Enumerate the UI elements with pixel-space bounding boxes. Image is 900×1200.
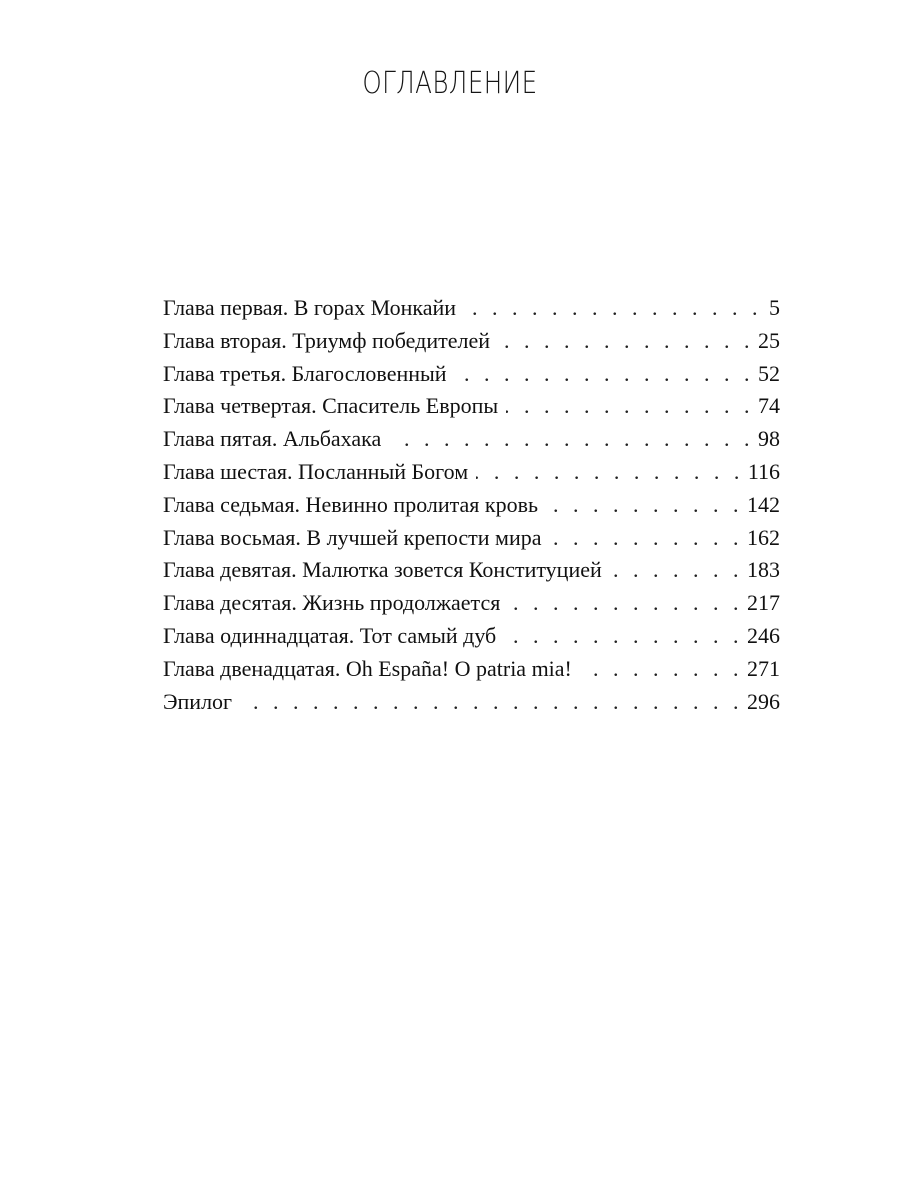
toc-entry-page: 246 bbox=[747, 622, 780, 648]
dot-leader bbox=[498, 325, 754, 358]
toc-entry-page: 296 bbox=[747, 688, 780, 714]
toc-entry-title: Глава восьмая. В лучшей крепости мира bbox=[163, 524, 542, 550]
toc-entry-page: 74 bbox=[758, 393, 780, 419]
page-title: ОГЛАВЛЕНИЕ bbox=[362, 66, 538, 101]
toc-entry-title: Глава четвертая. Спаситель Европы bbox=[163, 393, 499, 419]
toc-entry-title: Глава вторая. Триумф победителей bbox=[163, 327, 490, 353]
dot-leader bbox=[389, 423, 754, 456]
toc-entry-title: Глава третья. Благословенный bbox=[163, 360, 447, 386]
toc-entry-page: 142 bbox=[747, 491, 780, 517]
toc-entry[interactable] bbox=[163, 686, 780, 719]
toc-entry-page: 217 bbox=[747, 590, 780, 616]
dot-leader bbox=[455, 358, 754, 391]
toc-entry-title: Глава пятая. Альбахака bbox=[163, 426, 382, 452]
toc-entry-title: Глава двенадцатая. Oh España! O patria mia! bbox=[163, 655, 572, 681]
dot-leader bbox=[476, 456, 744, 489]
dot-leader bbox=[506, 390, 754, 423]
dot-leader bbox=[240, 686, 743, 719]
toc-entry-title: Глава седьмая. Невинно пролитая кровь bbox=[163, 491, 539, 517]
toc-entry[interactable] bbox=[163, 620, 780, 653]
dot-leader bbox=[504, 620, 743, 653]
toc-entry[interactable] bbox=[163, 456, 780, 489]
toc-entry[interactable] bbox=[163, 325, 780, 358]
dot-leader bbox=[508, 587, 743, 620]
toc-entry-title: Глава одиннадцатая. Тот самый дуб bbox=[163, 622, 497, 648]
toc-entry[interactable] bbox=[163, 489, 780, 522]
toc-entry-title: Глава девятая. Малютка зовется Конституцией bbox=[163, 557, 602, 583]
dot-leader bbox=[610, 554, 743, 587]
toc-entry-page: 5 bbox=[769, 295, 780, 320]
toc-entry[interactable] bbox=[163, 587, 780, 620]
toc-entry-page: 183 bbox=[747, 557, 780, 583]
dot-leader bbox=[580, 653, 743, 686]
toc-entry[interactable] bbox=[163, 554, 780, 587]
toc-entry[interactable] bbox=[163, 653, 780, 686]
toc-entry-page: 25 bbox=[758, 327, 780, 353]
dot-leader bbox=[464, 292, 762, 325]
toc-entry[interactable] bbox=[163, 423, 780, 456]
dot-leader bbox=[546, 489, 743, 522]
toc-entry-title: Глава шестая. Посланный Богом bbox=[163, 458, 469, 484]
toc-entry-page: 98 bbox=[758, 426, 780, 452]
table-of-contents bbox=[163, 292, 780, 718]
toc-entry-page: 116 bbox=[747, 458, 780, 484]
toc-entry-title: Эпилог bbox=[163, 688, 233, 714]
toc-entry[interactable] bbox=[163, 390, 780, 423]
toc-entry-page: 162 bbox=[747, 524, 780, 550]
toc-entry[interactable] bbox=[163, 522, 780, 555]
toc-entry-page: 271 bbox=[747, 655, 780, 681]
toc-entry-title: Глава десятая. Жизнь продолжается bbox=[163, 590, 501, 616]
toc-entry[interactable] bbox=[163, 358, 780, 391]
toc-entry[interactable] bbox=[163, 292, 780, 325]
dot-leader bbox=[550, 522, 744, 555]
toc-entry-page: 52 bbox=[758, 360, 780, 386]
toc-entry-title: Глава первая. В горах Монкайи bbox=[163, 295, 457, 320]
